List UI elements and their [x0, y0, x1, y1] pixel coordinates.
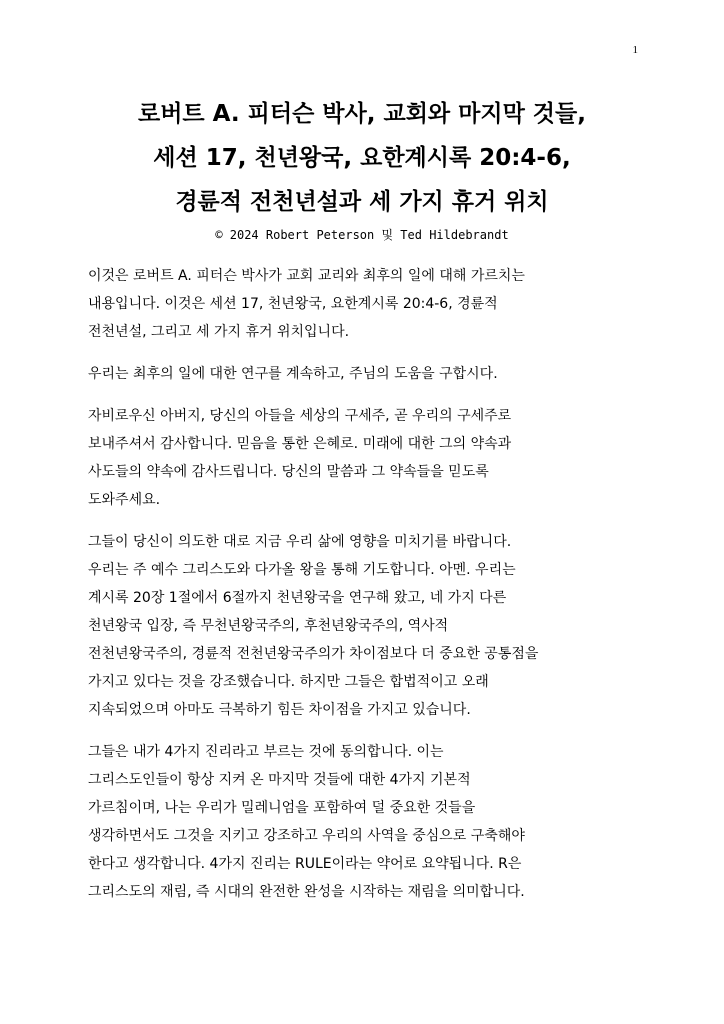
text-line: 계시록 20장 1절에서 6절까지 천년왕국을 연구해 왔고, 네 가지 다른 — [88, 590, 507, 606]
text-line: 내용입니다. 이것은 세션 17, 천년왕국, 요한계시록 20:4-6, 경륜적 — [88, 296, 498, 312]
text-line: 이것은 로버트 A. 피터슨 박사가 교회 교리와 최후의 일에 대해 가르치는 — [88, 268, 525, 284]
text-line: 도와주세요. — [88, 492, 161, 508]
copyright-notice: © 2024 Robert Peterson 및 Ted Hildebrandt — [215, 228, 509, 242]
text-line: 전천년설, 그리고 세 가지 휴거 위치입니다. — [88, 324, 350, 340]
paragraph — [88, 262, 648, 346]
title-line: 로버트 A. 피터슨 박사, 교회와 마지막 것들, — [138, 101, 586, 127]
paragraph — [88, 738, 648, 906]
paragraph — [88, 402, 648, 514]
text-line: 가르침이며, 나는 우리가 밀레니엄을 포함하여 덜 중요한 것들을 — [88, 800, 476, 816]
paragraph — [88, 360, 648, 388]
text-line: 그들이 당신이 의도한 대로 지금 우리 삶에 영향을 미치기를 바랍니다. — [88, 534, 512, 550]
text-line: 생각하면서도 그것을 지키고 강조하고 우리의 사역을 중심으로 구축해야 — [88, 828, 525, 844]
document-body — [88, 262, 648, 920]
document-title — [60, 92, 664, 224]
page-number: 1 — [632, 44, 638, 56]
text-line: 그리스도인들이 항상 지켜 온 마지막 것들에 대한 4가지 기본적 — [88, 772, 471, 788]
text-line: 그들은 내가 4가지 진리라고 부르는 것에 동의합니다. 이는 — [88, 744, 444, 760]
text-line: 사도들의 약속에 감사드립니다. 당신의 말씀과 그 약속들을 믿도록 — [88, 464, 489, 480]
text-line: 가지고 있다는 것을 강조했습니다. 하지만 그들은 합법적이고 오래 — [88, 674, 489, 690]
text-line: 전천년왕국주의, 경륜적 전천년왕국주의가 차이점보다 더 중요한 공통점을 — [88, 646, 539, 662]
title-line: 경륜적 전천년설과 세 가지 휴거 위치 — [175, 189, 549, 215]
title-line: 세션 17, 천년왕국, 요한계시록 20:4-6, — [153, 145, 571, 171]
text-line: 자비로우신 아버지, 당신의 아들을 세상의 구세주, 곧 우리의 구세주로 — [88, 408, 512, 424]
text-line: 지속되었으며 아마도 극복하기 힘든 차이점을 가지고 있습니다. — [88, 702, 471, 718]
text-line: 우리는 최후의 일에 대한 연구를 계속하고, 주님의 도움을 구합시다. — [88, 366, 498, 382]
text-line: 보내주셔서 감사합니다. 믿음을 통한 은혜로. 미래에 대한 그의 약속과 — [88, 436, 512, 452]
text-line: 천년왕국 입장, 즉 무천년왕국주의, 후천년왕국주의, 역사적 — [88, 618, 449, 634]
text-line: 한다고 생각합니다. 4가지 진리는 RULE이라는 약어로 요약됩니다. R은 — [88, 856, 522, 872]
text-line: 그리스도의 재림, 즉 시대의 완전한 완성을 시작하는 재림을 의미합니다. — [88, 884, 525, 900]
text-line: 우리는 주 예수 그리스도와 다가올 왕을 통해 기도합니다. 아멘. 우리는 — [88, 562, 516, 578]
paragraph — [88, 528, 648, 724]
